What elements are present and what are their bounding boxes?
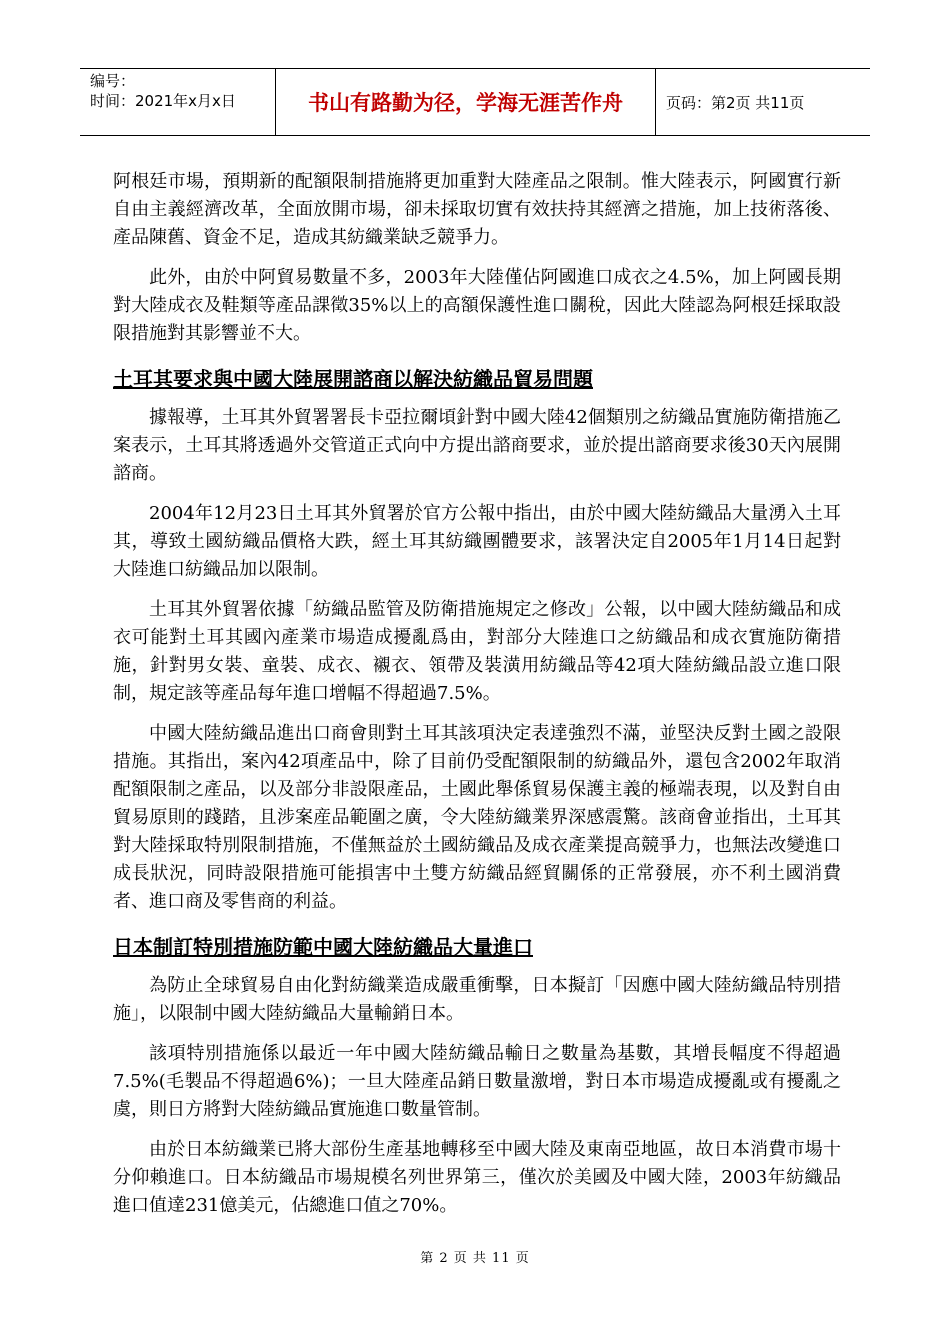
section-heading-turkey: 土耳其要求與中國大陸展開諮商以解決紡織品貿易問題 [113,367,593,391]
paragraph: 據報導，土耳其外貿署署長卡亞拉爾頃針對中國大陸42個類別之紡織品實施防衛措施乙案表示，土耳其將透過外交管道正式向中方提出諮商要求，並於提出諮商要求後30天內展開諮商。 [113,407,841,484]
paragraph: 阿根廷市場，預期新的配額限制措施將更加重對大陸產品之限制。惟大陸表示，阿國實行新自由主義經濟改革，全面放開市場，卻未採取切實有效扶持其經濟之措施，加上技術落後、產品陳舊、資金不足，造成其紡織業缺乏競爭力。 [113,171,841,248]
header-page-info: 页码：第2页 共11页 [666,93,805,112]
paragraph: 中國大陸紡織品進出口商會則對土耳其該項決定表達強烈不滿，並堅決反對土國之設限措施。其指出，案內42項產品中，除了目前仍受配額限制的紡織品外，還包含2002年取消配額限制之產品，以及部分非設限產品，土國此舉係貿易保護主義的極端表現，以及對自由貿易原則的踐踏，且涉案産品範圍之廣，令大陸紡織業界深感震驚。該商會並指出，土耳其對大陸採取特別限制措施，不僅無益於土國紡織品及成衣產業提高競爭力，也無法改變進口成長狀況，同時設限措施可能損害中土雙方紡織品經貿關係的正常發展，亦不利土國消費者、進口商及零售商的利益。 [113,723,841,912]
page-footer: 第 2 页 共 11 页 [420,1251,530,1266]
document-body [113,168,841,1232]
number-label: 编号： [90,72,136,90]
paragraph: 此外，由於中阿貿易數量不多，2003年大陸僅佔阿國進口成衣之4.5%，加上阿國長期對大陸成衣及鞋類等產品課徵35%以上的高額保護性進口關稅，因此大陸認為阿根廷採取設限措施對其影響並不大。 [113,267,841,344]
page-header [80,68,870,136]
date-label: 时间：2021年x月x日 [90,92,236,110]
paragraph: 為防止全球貿易自由化對紡織業造成嚴重衝擊，日本擬訂「因應中國大陸紡織品特別措施」，以限制中國大陸紡織品大量輸銷日本。 [113,975,841,1024]
paragraph: 2004年12月23日土耳其外貿署於官方公報中指出，由於中國大陸紡織品大量湧入土耳其，導致土國紡織品價格大跌，經土耳其紡織團體要求，該署決定自2005年1月14日起對大陸進口紡織品加以限制。 [113,503,841,580]
header-motto: 书山有路勤为径，学海无涯苦作舟 [276,69,656,135]
paragraph: 該項特別措施係以最近一年中國大陸紡織品輸日之數量為基數，其增長幅度不得超過7.5%(毛製品不得超過6%)；一旦大陸產品銷日數量激增，對日本市場造成擾亂或有擾亂之虞，則日方將對大陸紡織品實施進口數量管制。 [113,1043,841,1120]
section-heading-japan: 日本制訂特別措施防範中國大陸紡織品大量進口 [113,935,533,959]
paragraph: 由於日本紡織業已將大部份生產基地轉移至中國大陸及東南亞地區，故日本消費市場十分仰賴進口。日本紡織品市場規模名列世界第三，僅次於美國及中國大陸，2003年紡織品進口值達231億美元，佔總進口值之70%。 [113,1139,841,1216]
header-meta [80,69,276,135]
paragraph: 土耳其外貿署依據「紡織品監管及防衛措施規定之修改」公報，以中國大陸紡織品和成衣可能對土耳其國內產業市場造成擾亂爲由，對部分大陸進口之紡織品和成衣實施防衛措施，針對男女裝、童裝、成衣、襯衣、領帶及裝潢用紡織品等42項大陸紡織品設立進口限制，規定該等產品每年進口增幅不得超過7.5%。 [113,599,841,704]
